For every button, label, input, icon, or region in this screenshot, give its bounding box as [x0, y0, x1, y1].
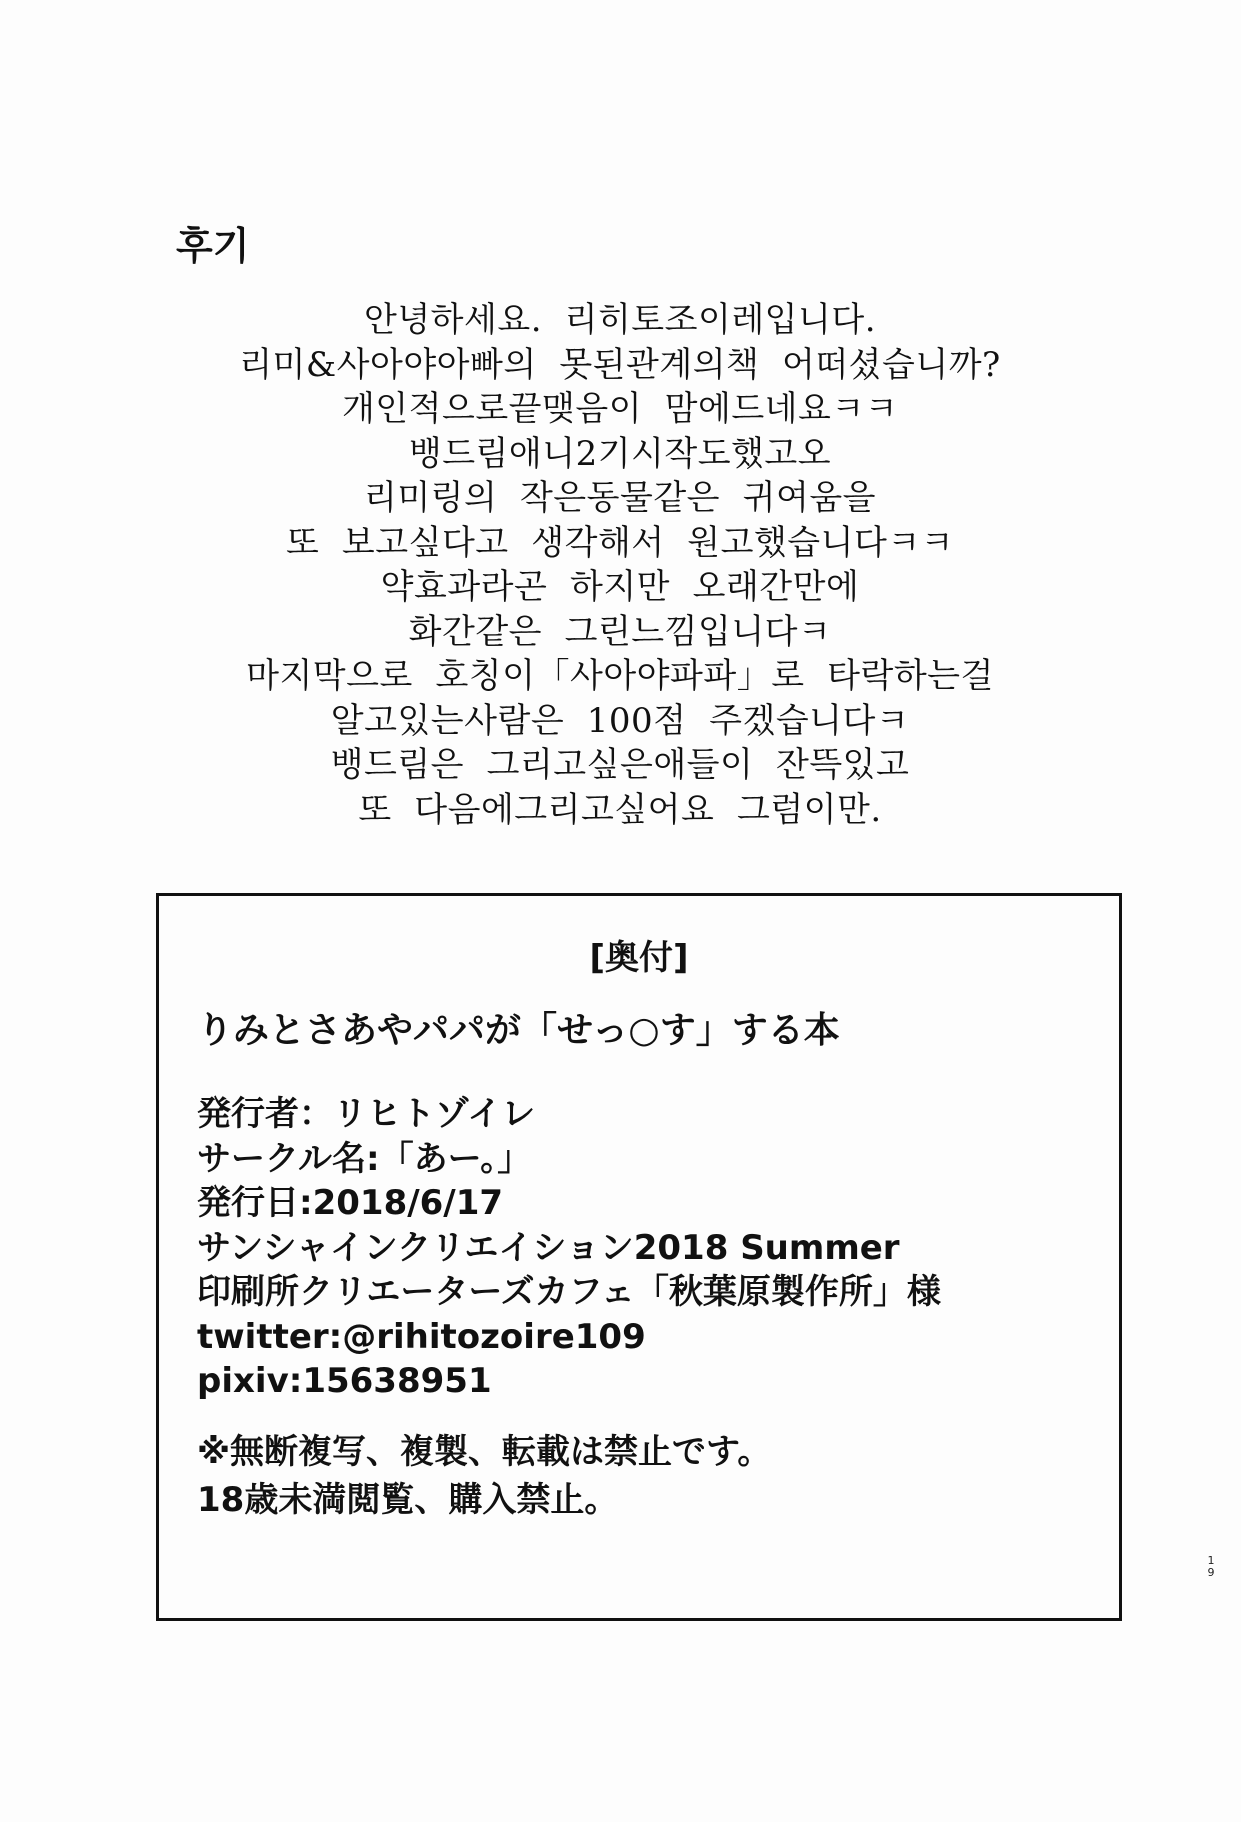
age-restriction-notice: 18歳未満閲覧、購入禁止。 — [197, 1480, 619, 1520]
publisher-line: 発行者：リヒトゾイレ — [197, 1094, 536, 1134]
afterword-line: 뱅드림애니2기시작도했고오 — [408, 433, 832, 474]
afterword-line: 알고있는사람은 100점 주겠습니다ㅋ — [330, 700, 910, 741]
afterword-line: 또 보고싶다고 생각해서 원고했습니다ㅋㅋ — [285, 522, 955, 563]
copyright-notices — [197, 1428, 771, 1524]
publish-date-line: 発行日:2018/6/17 — [197, 1183, 504, 1223]
circle-name-line: サークル名:「あー。」 — [197, 1138, 532, 1179]
book-title: りみとさあやパパが「せっ○す」する本 — [197, 1010, 840, 1051]
twitter-line: twitter:@rihitozoire109 — [197, 1316, 646, 1357]
afterword-line: 리미링의 작은동물같은 귀여움을 — [363, 478, 877, 518]
afterword-title: 후기 — [176, 224, 250, 268]
afterword-line: 약효과라곤 하지만 오래간만에 — [380, 567, 860, 607]
afterword-line: 안녕하세요. 리히토조이레입니다. — [363, 300, 877, 340]
afterword-line: 뱅드림은 그리고싶은애들이 잔뜩있고 — [330, 745, 910, 785]
reproduction-notice: ※無断複写、複製、転載は禁止です。 — [197, 1432, 772, 1472]
printer-line: 印刷所クリエーターズカフェ「秋葉原製作所」様 — [197, 1272, 941, 1312]
colophon-heading: [奥付] — [589, 938, 689, 978]
afterword-line: 또 다음에그리고싶어요 그럼이만. — [358, 789, 882, 830]
afterword-line: 마지막으로 호칭이「사아야파파」로 타락하는걸 — [246, 656, 994, 696]
afterword-line: 화간같은 그린느낌입니다ㅋ — [408, 611, 832, 652]
afterword-line: 개인적으로끝맺음이 맘에드네요ㅋㅋ — [341, 389, 899, 429]
page-number-digit: 1 — [1207, 1554, 1215, 1567]
publication-info — [197, 1092, 941, 1404]
event-line: サンシャインクリエイション2018 Summer — [197, 1227, 900, 1268]
pixiv-line: pixiv:15638951 — [197, 1361, 492, 1401]
page-number-digit: 9 — [1207, 1566, 1215, 1579]
afterword-body — [160, 298, 1080, 832]
colophon-box — [156, 893, 1122, 1621]
page-number — [1206, 1555, 1216, 1579]
afterword-line: 리미&사아야아빠의 못된관계의책 어떠셨습니까? — [239, 344, 1001, 385]
